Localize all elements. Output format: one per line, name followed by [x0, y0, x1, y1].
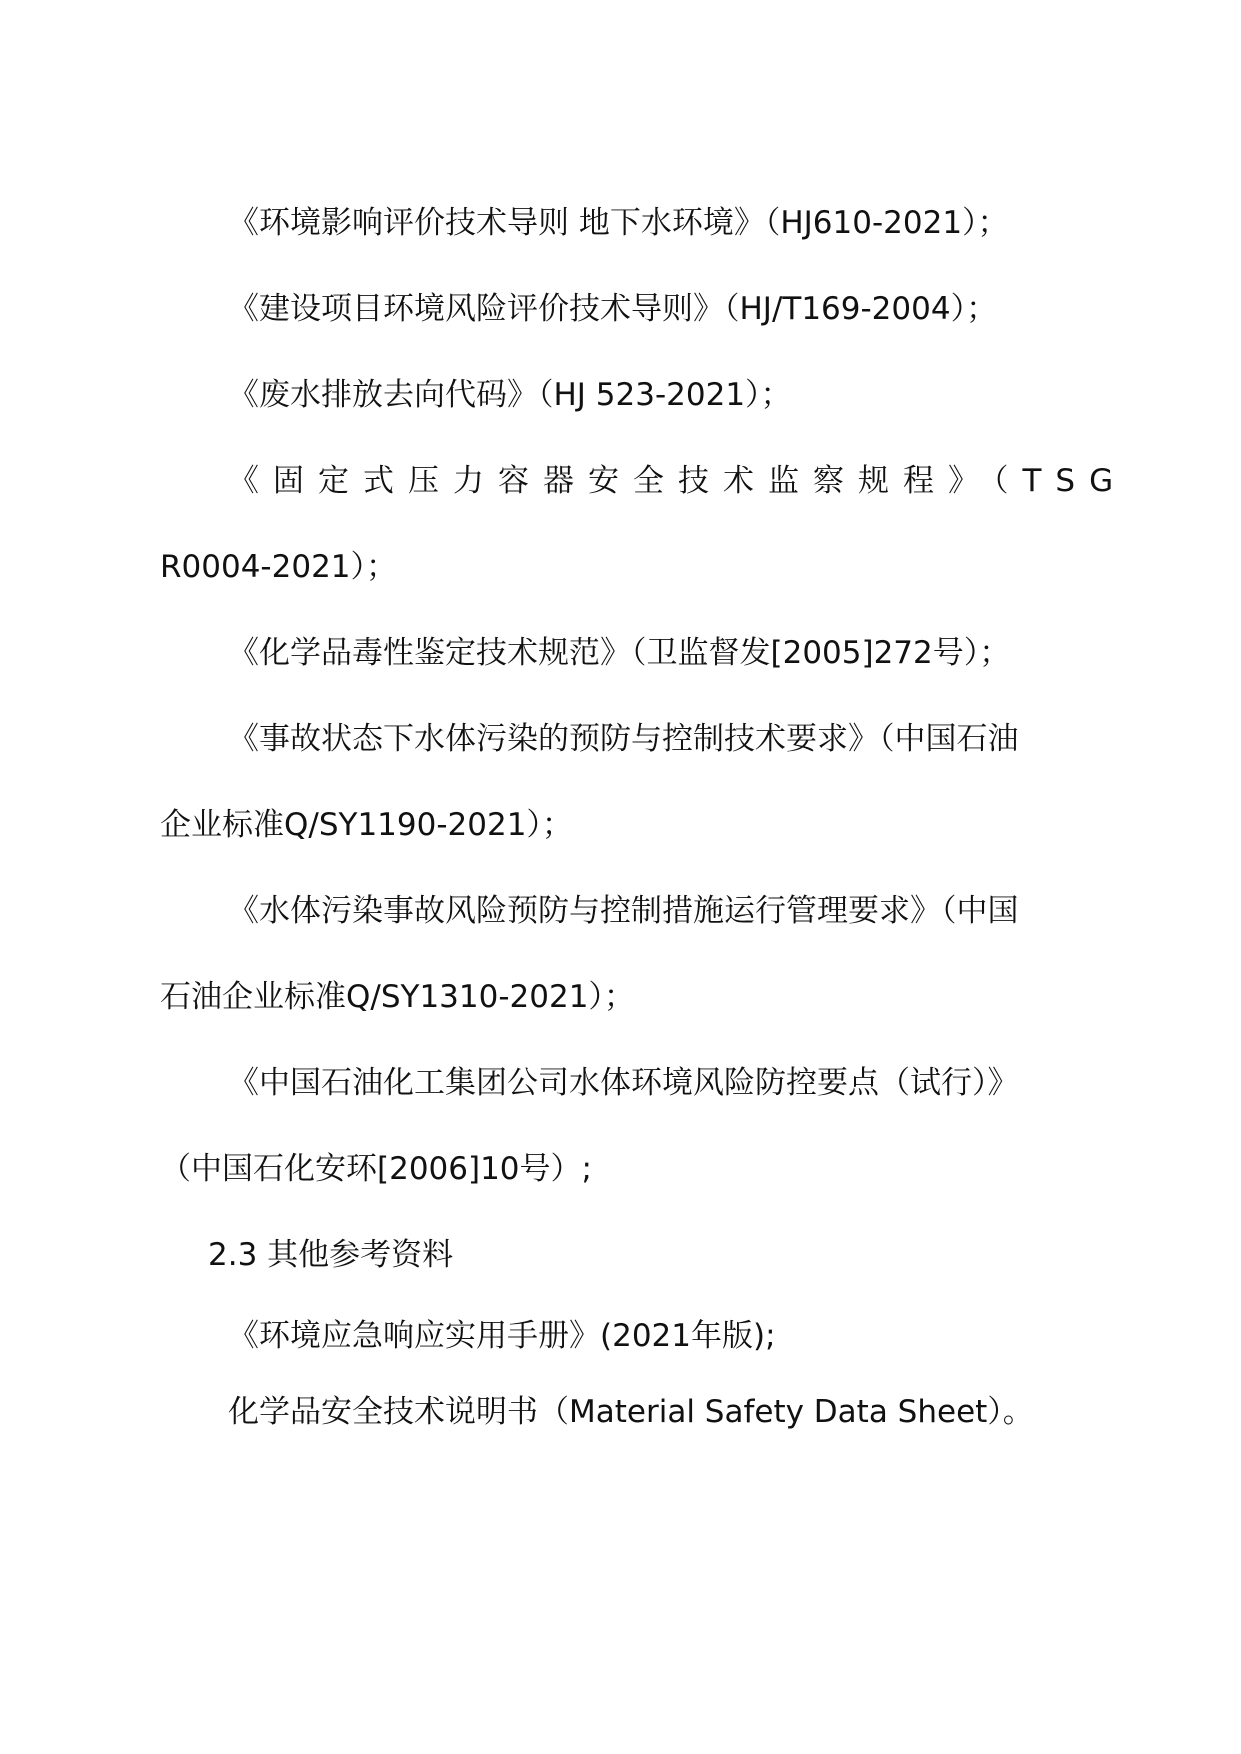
reference-item: 《化学品毒性鉴定技术规范》（卫监督发[2005]272号）；	[228, 635, 1011, 671]
reference-item-line: 企业标准Q/SY1190-2021）；	[160, 807, 573, 843]
reference-item-line: R0004-2021）；	[160, 549, 398, 585]
section-heading: 2.3 其他参考资料	[208, 1237, 454, 1273]
reference-item: 《废水排放去向代码》（HJ 523-2021）；	[228, 377, 792, 413]
document-content	[160, 180, 1128, 1450]
reference-item: 《环境影响评价技术导则 地下水环境》（HJ610-2021）；	[228, 205, 1009, 241]
reference-item-line: 石油企业标准Q/SY1310-2021）；	[160, 979, 635, 1015]
reference-item-line: 《固定式压力容器安全技术监察规程》（TSG	[228, 463, 1128, 499]
reference-item: 《环境应急响应实用手册》(2021年版);	[228, 1318, 776, 1354]
reference-item-line: 《水体污染事故风险预防与控制措施运行管理要求》（中国	[228, 893, 1019, 929]
reference-item-line: 《中国石油化工集团公司水体环境风险防控要点（试行）》	[228, 1065, 1019, 1101]
reference-item	[160, 438, 1128, 610]
reference-item-line: 《事故状态下水体污染的预防与控制技术要求》（中国石油	[228, 721, 1019, 757]
reference-item-line: （中国石化安环[2006]10号）;	[160, 1151, 592, 1187]
reference-item: 化学品安全技术说明书（Material Safety Data Sheet）。	[228, 1394, 1034, 1430]
reference-item: 《建设项目环境风险评价技术导则》（HJ/T169-2004）；	[228, 291, 998, 327]
reference-item	[160, 1040, 1085, 1212]
reference-item	[160, 868, 1085, 1040]
reference-item	[160, 696, 1085, 868]
